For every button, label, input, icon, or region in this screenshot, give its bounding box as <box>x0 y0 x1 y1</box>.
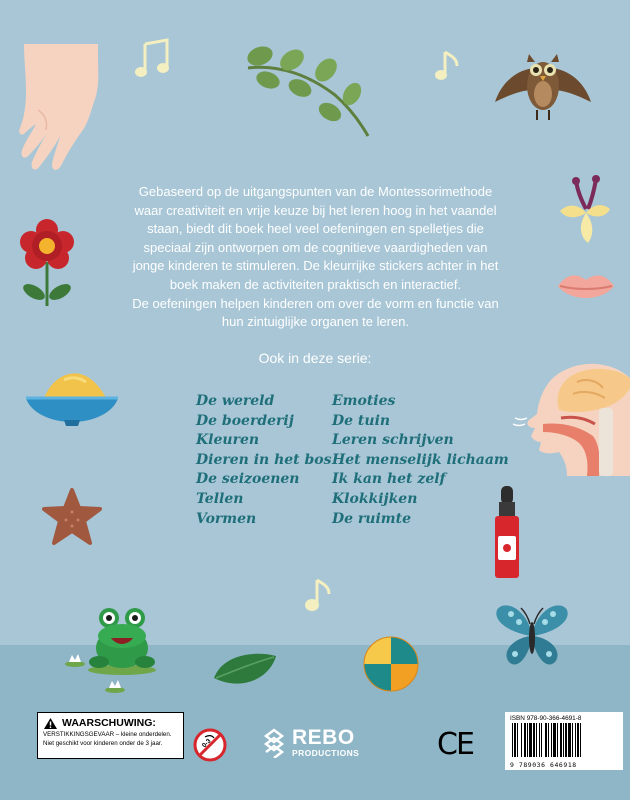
series-heading: Ook in deze serie: <box>258 350 372 366</box>
leaf-icon <box>212 648 278 690</box>
series-title: De boerderij <box>196 412 294 429</box>
rebo-logo-icon <box>262 728 288 758</box>
barcode-bar <box>545 723 547 757</box>
barcode-number: 9 789036 646918 <box>510 761 577 769</box>
description-line: Gebaseerd op de uitgangspunten van de Montessorimethode <box>138 184 493 199</box>
publisher-sub: PRODUCTIONS <box>292 748 360 758</box>
description-line: waar creativiteit en vrije keuze bij het leren hoog in het vaandel <box>134 202 497 218</box>
warning-line: Niet geschikt voor kinderen onder de 3 jaar. <box>43 740 163 747</box>
barcode-bar <box>533 723 535 757</box>
warning-label <box>37 712 184 759</box>
barcode-bar <box>514 723 516 757</box>
hand-icon <box>18 40 104 175</box>
barcode-bar <box>527 723 528 757</box>
water-lily-icon <box>64 652 86 668</box>
description-line: boek maken de activiteiten praktisch en interactief. <box>169 276 462 292</box>
description-line: hun zintuiglijke organen te leren. <box>221 314 410 330</box>
barcode-bar <box>560 723 562 757</box>
warning-heading <box>43 716 178 730</box>
description-text <box>88 183 543 332</box>
vanilla-flower-icon <box>556 175 614 245</box>
publisher-logo <box>262 728 359 758</box>
barcode-bar <box>512 723 513 757</box>
age-label: 0-3 <box>200 737 213 750</box>
barcode-bar <box>541 723 542 757</box>
starfish-icon <box>42 488 102 546</box>
owl-icon <box>493 48 593 122</box>
series-title: Ik kan het zelf <box>332 471 446 488</box>
water-lily-icon <box>104 678 126 694</box>
barcode-bar <box>548 723 549 757</box>
barcode-bar <box>517 723 518 757</box>
ce-mark: CE <box>437 727 473 762</box>
series-title: Emoties <box>332 393 396 409</box>
series-title: Leren schrijven <box>332 432 454 449</box>
series-titles-left <box>196 392 332 529</box>
series-title: De tuin <box>332 412 391 429</box>
barcode-bar <box>572 723 573 757</box>
description-line: De oefeningen helpen kinderen om over de vorm en functie van <box>132 295 499 311</box>
description-line: speciaal zijn ontworpen om de cognitieve vaardigheden van <box>143 239 488 255</box>
warning-line: VERSTIKKINGSGEVAAR – kleine onderdelen. <box>43 731 172 738</box>
butterfly-icon <box>493 600 571 672</box>
barcode-label <box>505 712 623 770</box>
barcode-bar <box>536 723 537 757</box>
barcode-bar <box>524 723 526 757</box>
publisher-name: REBO <box>292 726 355 749</box>
description-line: jonge kinderen te stimuleren. De kleurrijke stickers achter in het <box>132 258 499 274</box>
music-note-icon <box>133 38 173 80</box>
warning-title: WAARSCHUWING: <box>62 717 156 729</box>
barcode-bar <box>557 723 558 757</box>
barcode-bar <box>575 723 576 757</box>
head-profile-icon <box>513 358 630 476</box>
barcode-bar <box>553 723 556 757</box>
isbn-text: ISBN 978-90-366-4691-8 <box>510 715 582 722</box>
barcode-bar <box>580 723 581 757</box>
series-title: Tellen <box>196 490 244 507</box>
barcode-bar <box>568 723 571 757</box>
barcode-bar <box>563 723 564 757</box>
sand-bowl-icon <box>24 368 120 428</box>
warning-triangle-icon <box>43 717 58 730</box>
series-title: Kleuren <box>196 432 260 449</box>
series-title: De seizoenen <box>196 471 300 488</box>
ball-icon <box>363 636 419 692</box>
barcode-bar <box>551 723 552 757</box>
leaf-branch-icon <box>240 40 375 140</box>
description-line: staan, biedt dit boek heel veel oefeningen en spelletjes die <box>147 221 484 237</box>
barcode-bar <box>565 723 567 757</box>
series-title: Vormen <box>196 510 257 527</box>
series-title: Dieren in het bos <box>196 451 332 468</box>
music-note-icon <box>433 48 463 84</box>
barcode-bar <box>521 723 522 757</box>
series-titles-right <box>332 392 509 529</box>
series-title: Klokkijken <box>332 490 418 507</box>
series-title: Het menselijk lichaam <box>332 451 509 468</box>
series-title: De ruimte <box>332 510 411 527</box>
barcode-bar <box>529 723 532 757</box>
lips-icon <box>556 270 616 304</box>
flower-icon <box>18 218 76 308</box>
series-title: De wereld <box>196 393 275 409</box>
barcode-bar <box>539 723 540 757</box>
music-note-icon <box>303 576 333 614</box>
frog-icon <box>85 604 159 676</box>
barcode-bar <box>577 723 579 757</box>
barcode-bars <box>510 723 618 757</box>
